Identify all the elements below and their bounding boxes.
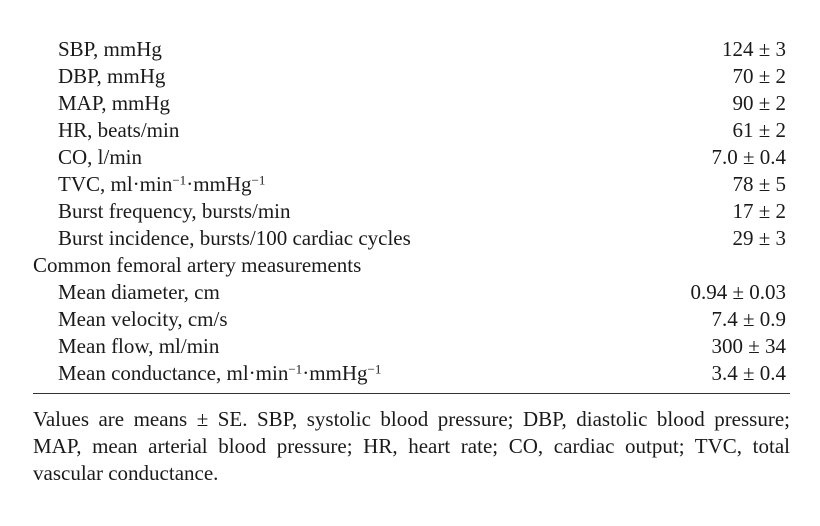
row-label: HR, beats/min [58, 118, 180, 142]
table-row [0, 90, 820, 117]
table-row [0, 279, 820, 306]
row-label [58, 360, 381, 387]
row-label: Mean flow, ml/min [58, 334, 220, 358]
row-value: 300 ± 34 [711, 334, 786, 358]
row-value: 0.94 ± 0.03 [690, 280, 786, 304]
table-row [0, 63, 820, 90]
row-value: 78 ± 5 [732, 172, 786, 196]
row-value: 3.4 ± 0.4 [711, 361, 786, 385]
label-text: TVC, ml·min [58, 172, 173, 196]
table-row [0, 333, 820, 360]
label-text: ·mmHg [186, 172, 252, 196]
row-value: 61 ± 2 [732, 118, 786, 142]
table-footnote: Values are means ± SE. SBP, systolic blood pressure; DBP, diastolic blood pressure; MAP, mean arterial blood pressure; HR, heart rate; CO, cardiac output; TVC, total vascular conductance. [33, 407, 790, 485]
label-exponent: −1 [251, 172, 266, 188]
table-row [0, 306, 820, 333]
label-exponent: −1 [172, 172, 187, 188]
row-label: Burst incidence, bursts/100 cardiac cycles [58, 226, 411, 250]
row-label [58, 171, 265, 198]
row-value: 124 ± 3 [721, 37, 786, 61]
section-heading-row [0, 252, 820, 279]
row-value: 17 ± 2 [732, 199, 786, 223]
table-row [0, 36, 820, 63]
section-heading: Common femoral artery measurements [33, 253, 362, 277]
table-row [0, 171, 820, 198]
table-bottom-rule [33, 393, 790, 394]
row-value: 7.0 ± 0.4 [711, 145, 786, 169]
row-value: 90 ± 2 [732, 91, 786, 115]
row-label: Mean diameter, cm [58, 280, 220, 304]
row-label: DBP, mmHg [58, 64, 166, 88]
row-value: 7.4 ± 0.9 [711, 307, 786, 331]
label-text: ·mmHg [302, 361, 368, 385]
row-value: 70 ± 2 [732, 64, 786, 88]
row-label: CO, l/min [58, 145, 143, 169]
label-exponent: −1 [288, 361, 303, 377]
table-row [0, 144, 820, 171]
row-label: SBP, mmHg [58, 37, 162, 61]
row-label: MAP, mmHg [58, 91, 171, 115]
table-row [0, 117, 820, 144]
row-label: Mean velocity, cm/s [58, 307, 228, 331]
row-value: 29 ± 3 [732, 226, 786, 250]
table-row [0, 225, 820, 252]
row-label: Burst frequency, bursts/min [58, 199, 291, 223]
label-text: Mean conductance, ml·min [58, 361, 289, 385]
table-row [0, 360, 820, 387]
table-row [0, 198, 820, 225]
label-exponent: −1 [367, 361, 382, 377]
